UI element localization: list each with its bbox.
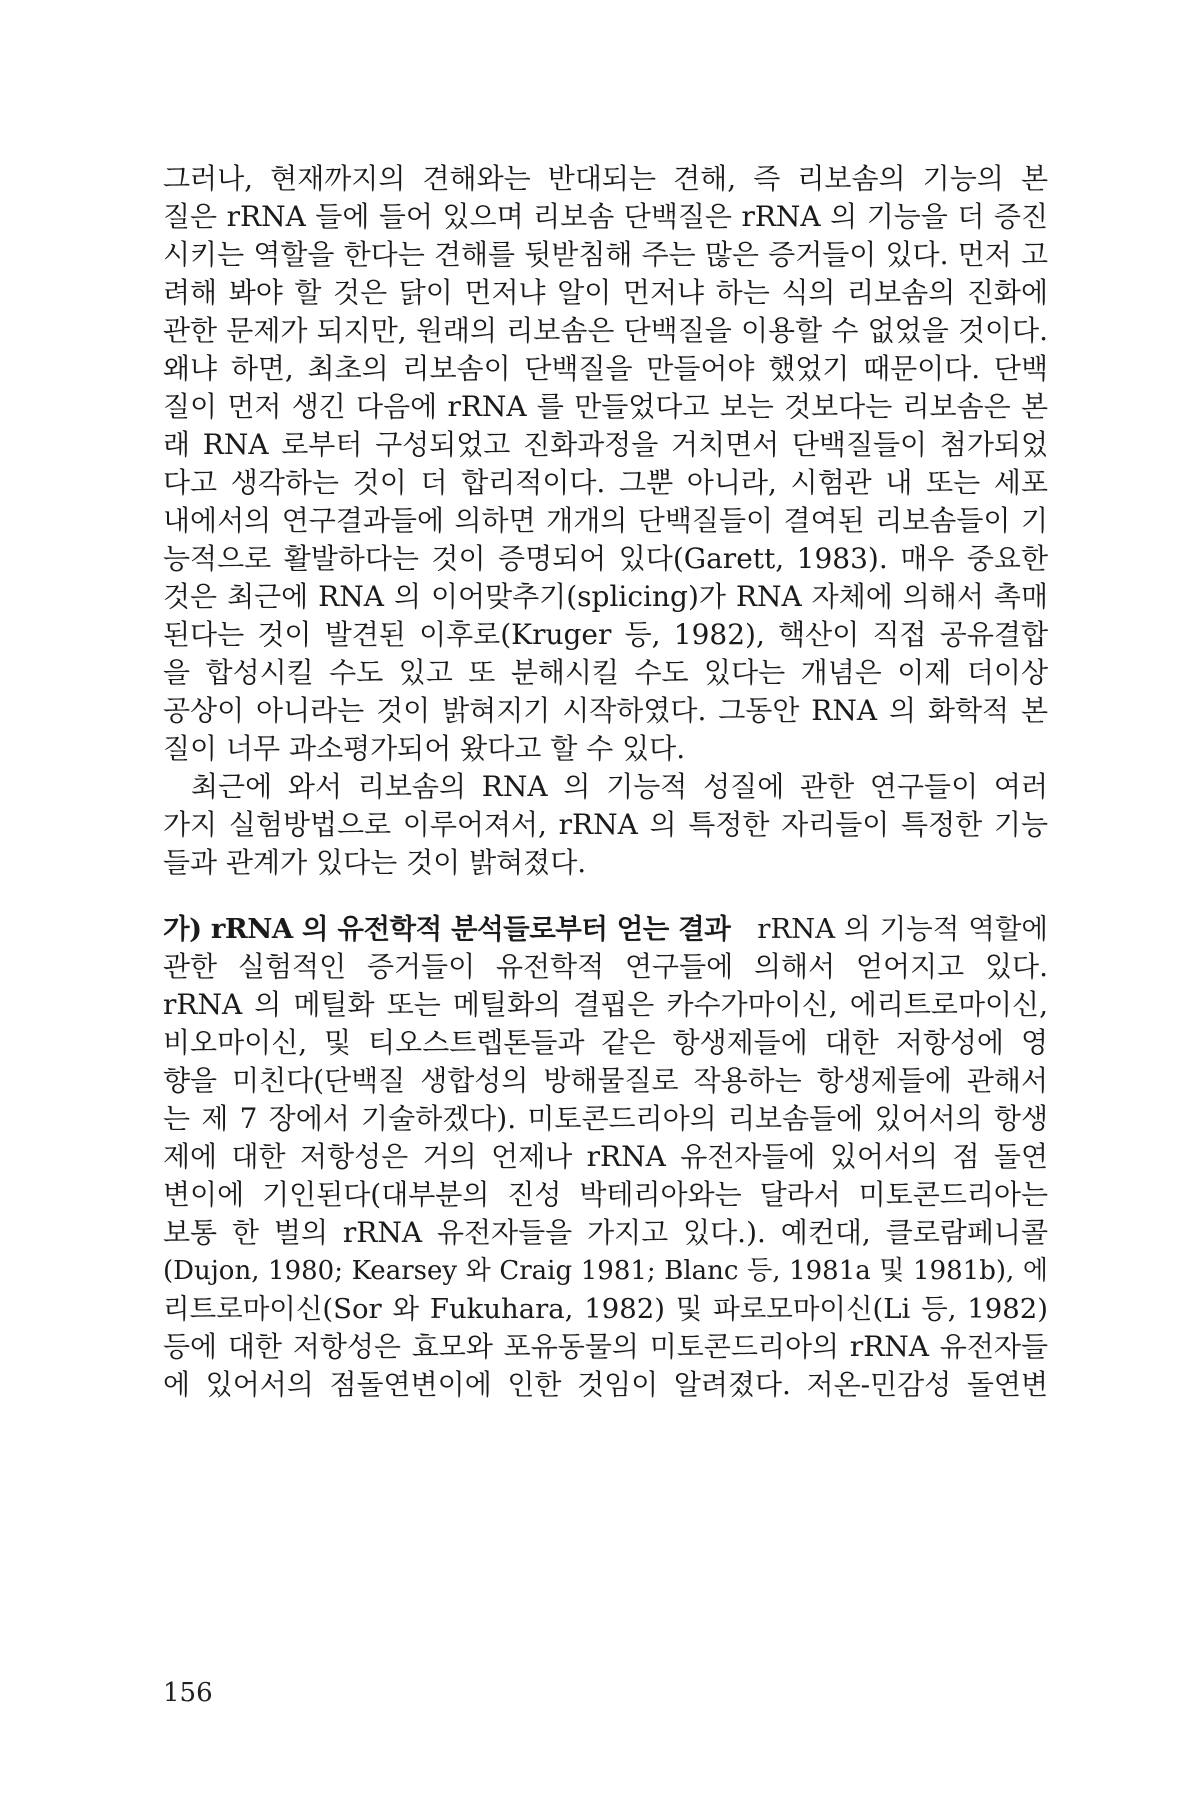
text-line: 내에서의 연구결과들에 의하면 개개의 단백질들이 결여된 리보솜들이 기 <box>163 504 1048 537</box>
text-line: rRNA 의 메틸화 또는 메틸화의 결핍은 카수가마이신, 에리트로마이신, <box>163 988 1048 1021</box>
text-line: 에 있어서의 점돌연변이에 인한 것임이 알려졌다. 저온-민감성 돌연변 <box>163 1368 1048 1401</box>
text-line: 능적으로 활발하다는 것이 증명되어 있다(Garett, 1983). 매우 중요한 <box>163 542 1048 575</box>
text-line: 최근에 와서 리보솜의 RNA 의 기능적 성질에 관한 연구들이 여러 <box>191 770 1048 803</box>
text-line: 시키는 역할을 한다는 견해를 뒷받침해 주는 많은 증거들이 있다. 먼저 고 <box>163 238 1048 271</box>
text-line: 들과 관계가 있다는 것이 밝혀졌다. <box>163 846 587 879</box>
text-line: 질이 먼저 생긴 다음에 rRNA 를 만들었다고 보는 것보다는 리보솜은 본 <box>163 390 1048 423</box>
text-line: 그러나, 현재까지의 견해와는 반대되는 견해, 즉 리보솜의 기능의 본 <box>163 162 1048 195</box>
text-line: 리트로마이신(Sor 와 Fukuhara, 1982) 및 파로모마이신(Li 등, 1982) <box>163 1293 1048 1325</box>
text-line: 가지 실험방법으로 이루어져서, rRNA 의 특정한 자리들이 특정한 기능 <box>163 808 1048 841</box>
page-number: 156 <box>163 1678 213 1708</box>
text-line: 는 제 7 장에서 기술하겠다). 미토콘드리아의 리보솜들에 있어서의 항생 <box>163 1102 1048 1135</box>
text-line: 질이 너무 과소평가되어 왔다고 할 수 있다. <box>163 732 686 765</box>
text-line: 것은 최근에 RNA 의 이어맞추기(splicing)가 RNA 자체에 의해서 촉매 <box>163 580 1048 613</box>
text-line: 관한 문제가 되지만, 원래의 리보솜은 단백질을 이용할 수 없었을 것이다. <box>163 314 1048 347</box>
text-line: 을 합성시킬 수도 있고 또 분해시킬 수도 있다는 개념은 이제 더이상 <box>163 656 1048 689</box>
section-heading: 가) rRNA 의 유전학적 분석들로부터 얻는 결과 <box>163 913 731 945</box>
text-line: 제에 대한 저항성은 거의 언제나 rRNA 유전자들에 있어서의 점 돌연 <box>163 1140 1048 1173</box>
text-line: 공상이 아니라는 것이 밝혀지기 시작하였다. 그동안 RNA 의 화학적 본 <box>163 694 1048 727</box>
text-line: 보통 한 벌의 rRNA 유전자들을 가지고 있다.). 예컨대, 클로람페니콜 <box>163 1216 1048 1249</box>
heading-line-rest: rRNA 의 기능적 역할에 <box>757 913 1048 945</box>
text-line: 려해 봐야 할 것은 닭이 먼저냐 알이 먼저냐 하는 식의 리보솜의 진화에 <box>163 276 1048 309</box>
text-line: 등에 대한 저항성은 효모와 포유동물의 미토콘드리아의 rRNA 유전자들 <box>163 1330 1048 1363</box>
text-line: 질은 rRNA 들에 들어 있으며 리보솜 단백질은 rRNA 의 기능을 더 증진 <box>163 200 1048 233</box>
text-line: 다고 생각하는 것이 더 합리적이다. 그뿐 아니라, 시험관 내 또는 세포 <box>163 466 1048 499</box>
text-line: 비오마이신, 및 티오스트렙톤들과 같은 항생제들에 대한 저항성에 영 <box>163 1026 1048 1059</box>
text-line: 래 RNA 로부터 구성되었고 진화과정을 거치면서 단백질들이 첨가되었 <box>163 428 1048 461</box>
text-line: 향을 미친다(단백질 생합성의 방해물질로 작용하는 항생제들에 관해서 <box>163 1064 1048 1097</box>
text-line: 왜냐 하면, 최초의 리보솜이 단백질을 만들어야 했었기 때문이다. 단백 <box>163 352 1048 385</box>
text-line <box>163 908 1048 950</box>
text-line: 관한 실험적인 증거들이 유전학적 연구들에 의해서 얻어지고 있다. <box>163 950 1048 983</box>
text-line: (Dujon, 1980; Kearsey 와 Craig 1981; Blanc 등, 1981a 및 1981b), 에 <box>163 1256 1048 1286</box>
text-line: 변이에 기인된다(대부분의 진성 박테리아와는 달라서 미토콘드리아는 <box>163 1178 1048 1211</box>
text-line: 된다는 것이 발견된 이후로(Kruger 등, 1982), 핵산이 직접 공유결합 <box>163 618 1048 651</box>
